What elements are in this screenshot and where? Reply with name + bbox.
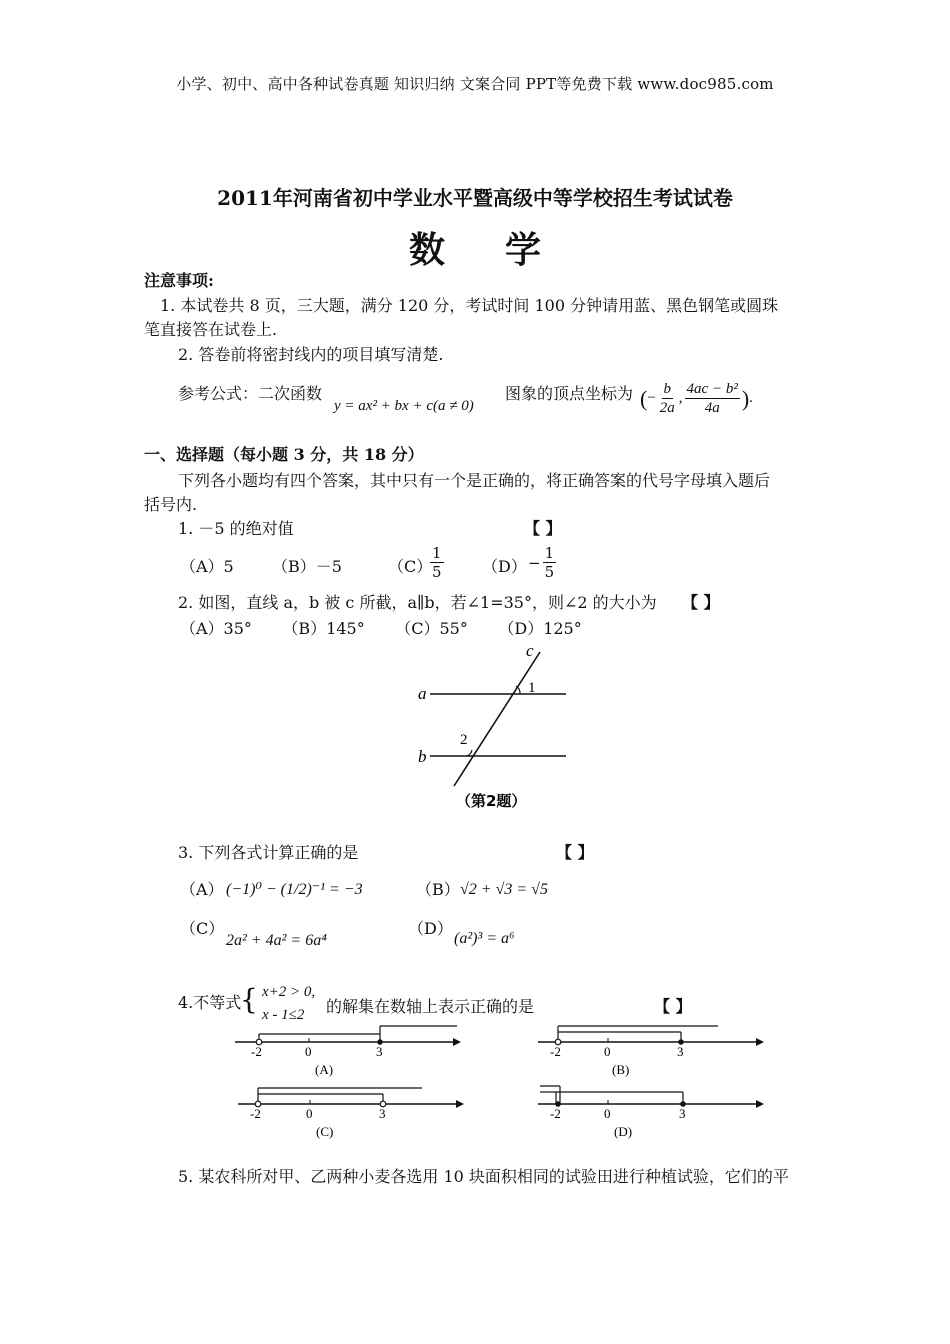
q2-stem: 2. 如图，直线 a，b 被 c 所截，a∥b，若∠1=35°，则∠2 的大小为: [178, 593, 657, 612]
page-header: 小学、初中、高中各种试卷真题 知识归纳 文案合同 PPT等免费下载 www.doc985.com: [176, 75, 774, 93]
caption-a: (A): [315, 1062, 334, 1077]
q3-stem: 3. 下列各式计算正确的是: [178, 843, 359, 862]
notes-item2: 2. 答卷前将密封线内的项目填写清楚.: [178, 345, 444, 364]
q4-inequality-2: x - 1≤2: [262, 1007, 305, 1023]
fig-label-1: 1: [528, 680, 536, 696]
tick-0: 0: [604, 1044, 611, 1059]
section1-heading: 一、选择题（每小题 3 分，共 18 分）: [144, 445, 424, 464]
q1-c-num: 1: [432, 544, 442, 562]
q3-option-c-expr: 2a² + 4a² = 6a⁴: [226, 932, 327, 949]
tick-3: 3: [379, 1106, 386, 1121]
vertex-denominator: 4a: [704, 400, 720, 416]
vertex-2a: 2a: [659, 400, 675, 416]
number-line-d: [528, 1082, 768, 1144]
fig-label-b: b: [418, 747, 427, 766]
notes-item1-line2: 笔直接答在试卷上.: [144, 320, 278, 339]
q5-stem: 5. 某农科所对甲、乙两种小麦各选用 10 块面积相同的试验田进行种植试验，它们的平: [178, 1167, 789, 1186]
q4-inequality-1: x+2 > 0,: [262, 984, 316, 1000]
caption-c: (C): [316, 1124, 334, 1139]
tick-3: 3: [679, 1106, 686, 1121]
caption-d: (D): [614, 1124, 633, 1139]
vertex-numerator: 4ac − b²: [686, 381, 738, 397]
q3-answer-bracket: 【 】: [556, 843, 594, 862]
q3-option-c-label: （C）: [180, 919, 225, 938]
vertex-b: b: [663, 381, 672, 397]
number-line-b: [528, 1022, 768, 1082]
q4-prefix: 4.不等式: [178, 993, 242, 1012]
notes-heading: 注意事项:: [144, 271, 214, 290]
tick-3: 3: [376, 1044, 383, 1059]
subject-title: 数学: [408, 230, 601, 271]
q1-answer-bracket: 【 】: [524, 519, 562, 538]
q2-figure: [400, 640, 580, 820]
q1-d-num: 1: [544, 544, 555, 562]
formula-function: y = ax² + bx + c(a ≠ 0): [334, 398, 474, 414]
section1-intro-line2: 括号内.: [144, 495, 198, 514]
q3-option-b-expr: √2 + √3 = √5: [460, 881, 548, 898]
tick-m2: -2: [550, 1106, 561, 1121]
tick-3: 3: [677, 1044, 684, 1059]
q1-option-c-fraction: [428, 544, 446, 581]
q3-option-d-expr: (a²)³ = a⁶: [454, 930, 515, 947]
angle-2-arc: [466, 750, 472, 756]
q3-option-a-label: （A）: [180, 880, 224, 899]
q1-d-den: 5: [544, 563, 555, 581]
q1-d-neg: −: [528, 553, 541, 572]
caption-b: (B): [612, 1062, 630, 1077]
tick-m2: -2: [250, 1106, 261, 1121]
number-line-a: [225, 1022, 465, 1082]
formula-mid: 图象的顶点坐标为: [505, 384, 634, 403]
fig-label-a: a: [418, 684, 427, 703]
fig-label-2: 2: [460, 732, 468, 748]
exam-title: 2011年河南省初中学业水平暨高级中等学校招生考试试卷: [217, 186, 733, 210]
q4-system-brace: {: [240, 983, 258, 1016]
q3-option-d-label: （D）: [408, 919, 453, 938]
fig-label-c: c: [526, 641, 534, 660]
tick-0: 0: [306, 1106, 313, 1121]
q1-c-den: 5: [432, 563, 442, 581]
tick-m2: -2: [251, 1044, 262, 1059]
q1-option-d: （D）: [482, 557, 527, 576]
q2-options: （A）35° （B）145° （C）55° （D）125°: [180, 619, 582, 638]
vertex-coordinate: ( − $\frac{b}{2a}$ , $\frac{\text{4ac − b²}}{4a}$ ) .: [640, 381, 753, 416]
formula-prefix: 参考公式：二次函数: [178, 384, 323, 403]
q4-suffix: 的解集在数轴上表示正确的是: [326, 997, 535, 1016]
fig-caption: （第2题）: [456, 792, 527, 810]
tick-m2: -2: [550, 1044, 561, 1059]
q1-option-b: （B）－5: [272, 557, 342, 576]
q1-option-a: （A）5: [180, 557, 234, 576]
tick-0: 0: [305, 1044, 312, 1059]
tick-0: 0: [604, 1106, 611, 1121]
q4-answer-bracket: 【 】: [654, 997, 692, 1016]
q1-option-c: （C）: [388, 557, 433, 576]
q3-option-a-expr: (−1)⁰ − (1/2)⁻¹ = −3: [226, 881, 363, 898]
q2-answer-bracket: 【 】: [682, 593, 720, 612]
number-line-c: [228, 1082, 468, 1144]
q1-stem: 1. －5 的绝对值: [178, 519, 294, 538]
section1-intro-line1: 下列各小题均有四个答案，其中只有一个是正确的，将正确答案的代号字母填入题后: [178, 471, 771, 490]
notes-item1-line1: 1. 本试卷共 8 页，三大题，满分 120 分，考试时间 100 分钟请用蓝、黑色钢笔或圆珠: [160, 296, 779, 315]
q3-option-b-label: （B）: [416, 880, 460, 899]
line-c: [454, 652, 540, 786]
q1-option-d-fraction: [528, 544, 558, 581]
